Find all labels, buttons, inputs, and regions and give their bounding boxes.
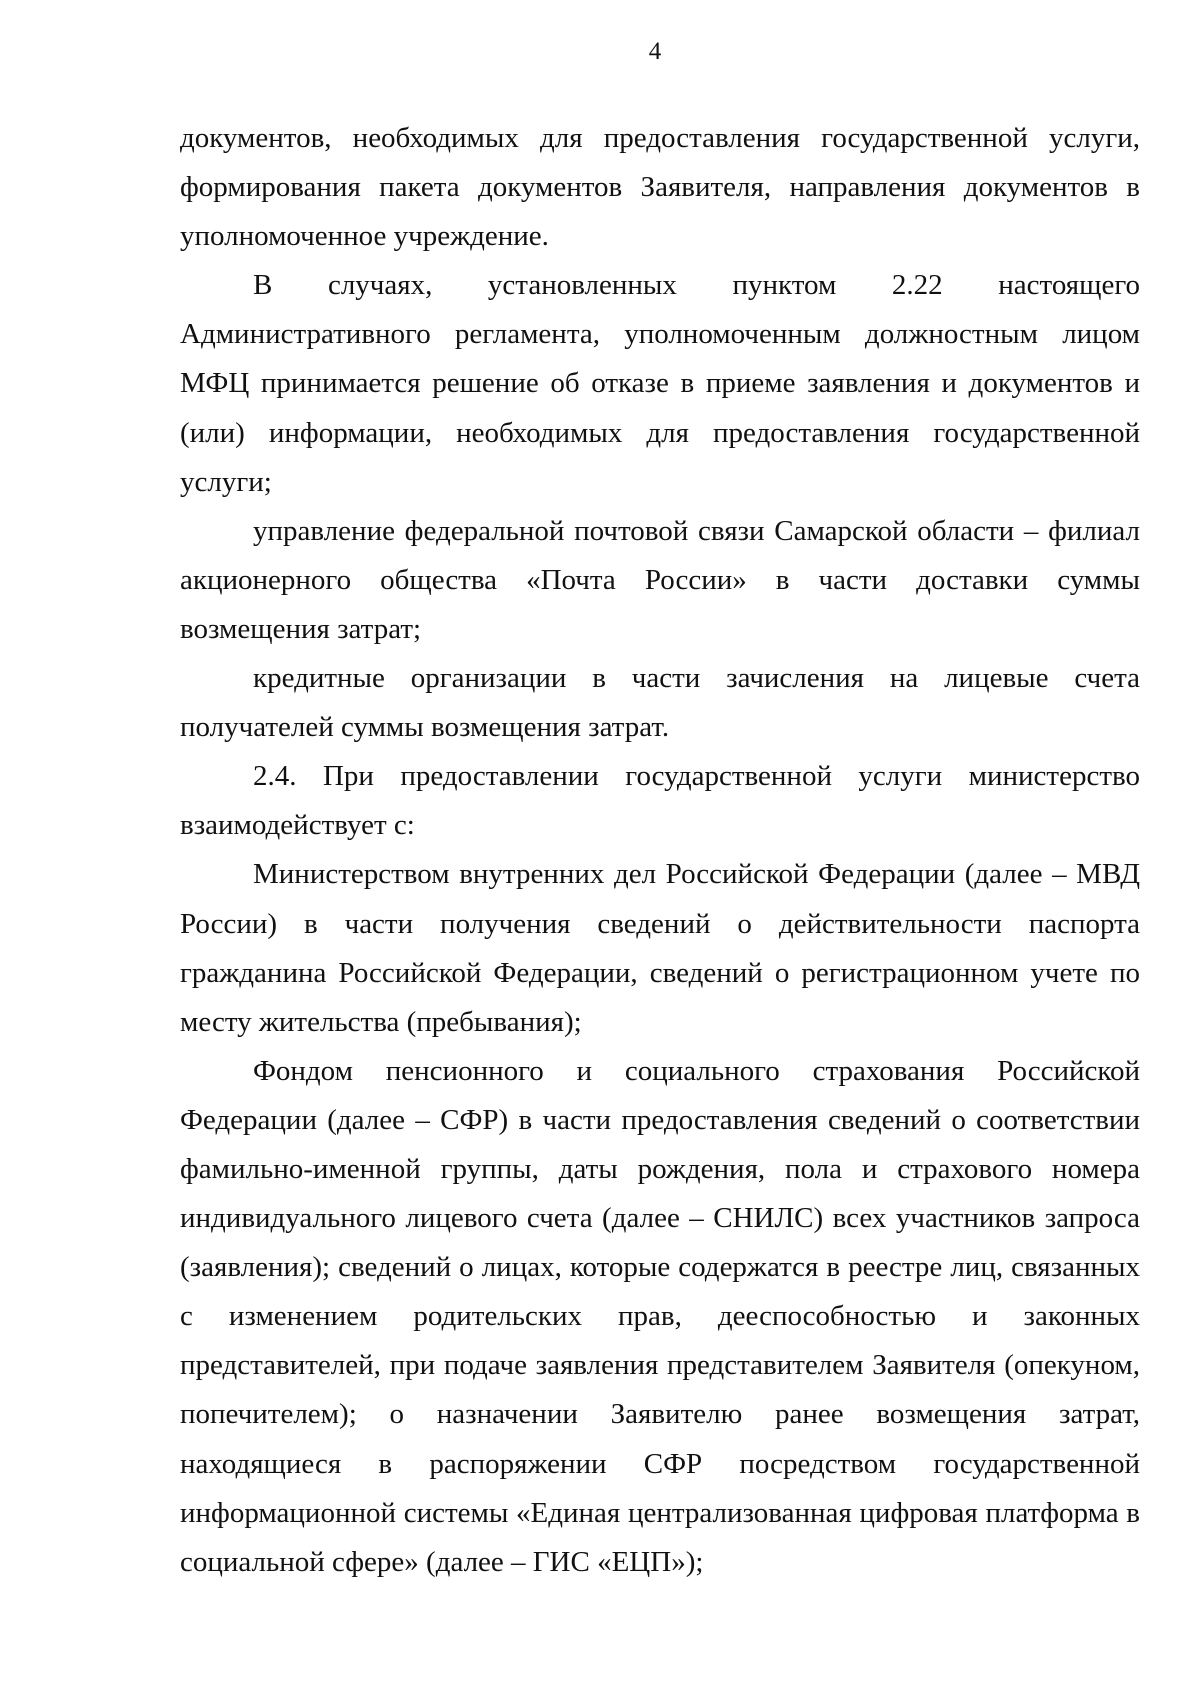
paragraph-section-2-4: 2.4. При предоставлении государственной услуги министерство взаимодействует с: bbox=[180, 760, 1140, 842]
paragraph-mfc-refusal: В случаях, установленных пунктом 2.22 настоящего Административного регламента, уполномоченным должностным лицом МФЦ принимается решение об отказе в приеме заявления и документов и (или) информации, необходимых для предоставления государственной услуги; bbox=[180, 269, 1140, 498]
page-number: 4 bbox=[648, 38, 662, 65]
paragraph-sfr: Фондом пенсионного и социального страхования Российской Федерации (далее – СФР) в части предоставления сведений о соответствии фамильно-именной группы, даты рождения, пола и страхового номера индивидуального лицевого счета (далее – СНИЛС) всех участников запроса (заявления); сведений о лицах, которые содержатся в реестре лиц, связанных с изменением родительских прав, дееспособностью и законных представителей, при подаче заявления представителем Заявителя (опекуном, попечителем); о назначении Заявителю ранее возмещения затрат, находящиеся в распоряжении СФР посредством государственной информационной системы «Единая централизованная цифровая платформа в социальной сфере» (далее – ГИС «ЕЦП»); bbox=[180, 1054, 1140, 1578]
paragraph-credit-organizations: кредитные организации в части зачисления на лицевые счета получателей суммы возмещения затрат. bbox=[180, 662, 1140, 744]
paragraph-postal-service: управление федеральной почтовой связи Самарской области – филиал акционерного общества «Почта России» в части доставки суммы возмещения затрат; bbox=[180, 514, 1140, 645]
paragraph-mvd: Министерством внутренних дел Российской Федерации (далее – МВД России) в части получения сведений о действительности паспорта гражданина Российской Федерации, сведений о регистрационном учете по месту жительства (пребывания); bbox=[180, 858, 1140, 1038]
document-body bbox=[180, 114, 1140, 1587]
paragraph-continuation: документов, необходимых для предоставления государственной услуги, формирования пакета документов Заявителя, направления документов в уполномоченное учреждение. bbox=[180, 122, 1140, 253]
